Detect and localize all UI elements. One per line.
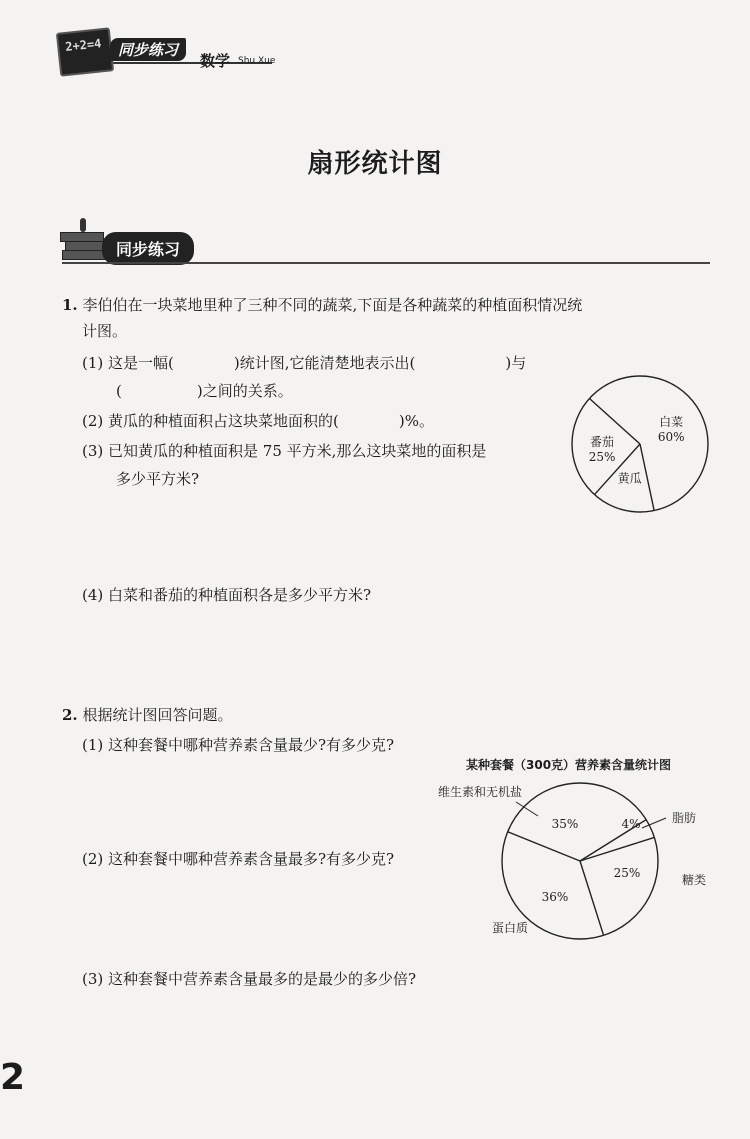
q1-sub4: (4) 白菜和番茄的种植面积各是多少平方米? xyxy=(82,586,372,604)
nutrition-pie-chart xyxy=(430,776,720,946)
veg-slice-boundary-2 xyxy=(640,444,654,511)
page-title: 扇形统计图 xyxy=(307,149,443,179)
q1-number: 1. xyxy=(62,296,78,314)
veg-value-3: 25% xyxy=(588,449,616,464)
nutrition-value-4: 36% xyxy=(541,890,569,904)
veg-label-1: 白菜 xyxy=(659,415,684,429)
nutrition-value-3: 25% xyxy=(613,866,641,880)
nutrition-label-3: 糖类 xyxy=(681,873,707,887)
nutrition-value-2: 4% xyxy=(621,817,641,831)
veg-label-3: 番茄 xyxy=(590,434,615,449)
q1-sub1-line1: (1) 这是一幅( )统计图,它能清楚地表示出( )与 xyxy=(82,354,527,372)
veg-label-2: 黄瓜 xyxy=(617,471,642,486)
nutrition-label-2: 脂肪 xyxy=(671,811,697,825)
veg-value-1: 60% xyxy=(657,430,685,444)
board-text: 2+2=4 xyxy=(64,36,103,54)
q2-sub2: (2) 这种套餐中哪种营养素含量最多?有多少克? xyxy=(82,850,395,868)
header-pinyin: Shu Xue xyxy=(238,56,276,66)
q1-stem-line2: 计图。 xyxy=(82,322,128,340)
q1-sub3-line1: (3) 已知黄瓜的种植面积是 75 平方米,那么这块菜地的面积是 xyxy=(82,442,487,460)
page-number: 2 xyxy=(0,1057,26,1098)
nutrition-label-4: 蛋白质 xyxy=(491,921,529,935)
nutrition-value-1: 35% xyxy=(551,817,579,831)
nutrition-slice-boundary-1 xyxy=(508,832,580,861)
q1-sub3-line2: 多少平方米? xyxy=(116,470,200,488)
q1-stem-line1: 李伯伯在一块菜地里种了三种不同的蔬菜,下面是各种蔬菜的种植面积情况统 xyxy=(82,296,583,314)
q2-stem xyxy=(62,704,232,727)
header-tag: 同步练习 xyxy=(110,38,186,61)
q2-stem-text: 根据统计图回答问题。 xyxy=(82,706,233,724)
nutrition-label-1: 维生素和无机盐 xyxy=(437,785,523,799)
q2-sub1: (1) 这种套餐中哪种营养素含量最少?有多少克? xyxy=(82,736,395,754)
nutrition-slice-boundary-3 xyxy=(580,837,654,861)
section-tag: 同步练习 xyxy=(102,232,194,265)
q2-number: 2. xyxy=(62,706,78,724)
q1-stem xyxy=(62,294,722,317)
q1-sub1-line2: ( )之间的关系。 xyxy=(116,382,293,400)
books-icon xyxy=(62,224,104,260)
blackboard-icon xyxy=(56,27,114,76)
q2-sub3: (3) 这种套餐中营养素含量最多的是最少的多少倍? xyxy=(82,970,417,988)
header-subject: 数学 xyxy=(200,52,231,70)
vegetable-pie-chart xyxy=(560,364,720,524)
nutrition-slice-boundary-4 xyxy=(580,861,604,935)
nutrition-chart-title: 某种套餐（300克）营养素含量统计图 xyxy=(466,758,672,772)
q1-sub2: (2) 黄瓜的种植面积占这块菜地面积的( )%。 xyxy=(82,412,434,430)
section-divider xyxy=(62,262,710,264)
